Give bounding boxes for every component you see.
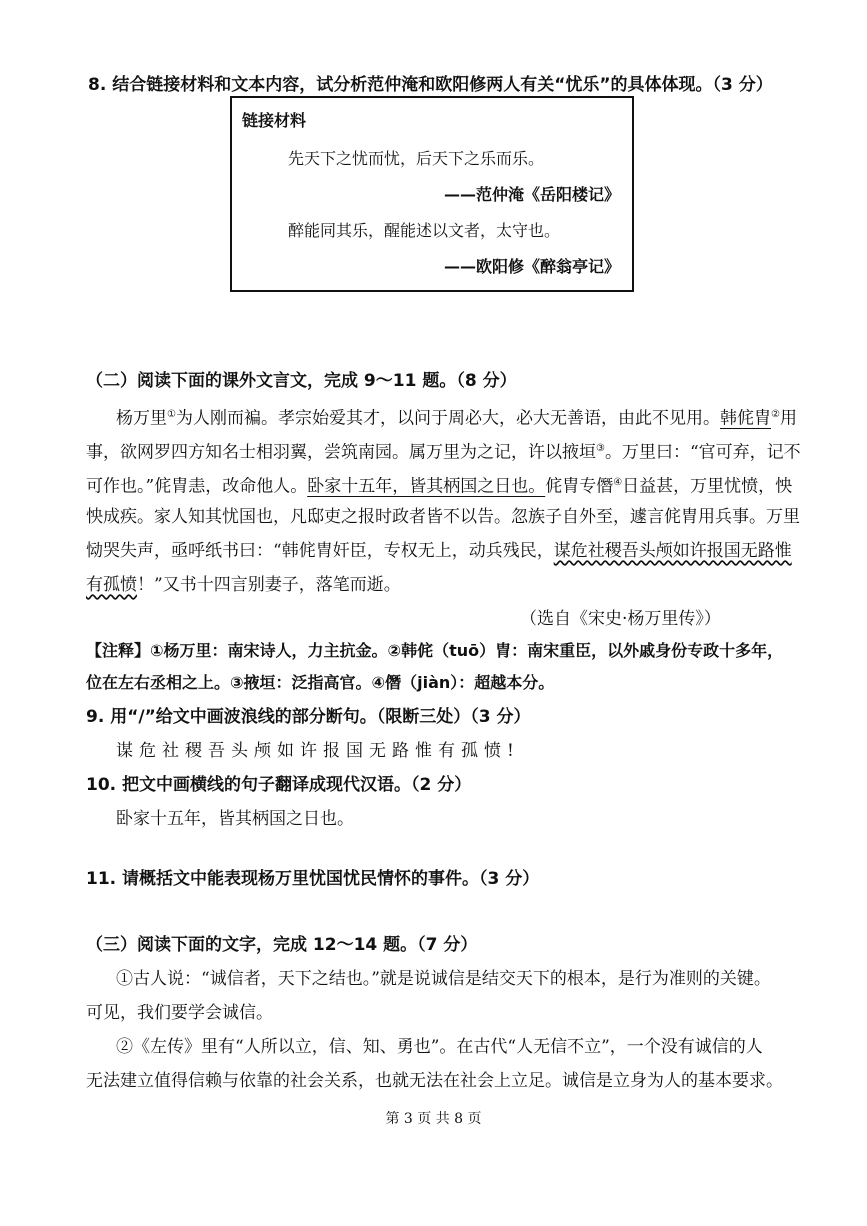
link-material-title: 链接材料 bbox=[242, 111, 307, 130]
passage-line-3 bbox=[86, 472, 792, 498]
notes-line-1: 【注释】①杨万里：南宋诗人，力主抗金。②韩侂（tuō）胄：南宋重臣，以外戚身份专政十多年， bbox=[86, 641, 784, 660]
question-8: 8. 结合链接材料和文本内容，试分析范仲淹和欧阳修两人有关“忧乐”的具体体现。（3 分） bbox=[88, 75, 773, 95]
wavy-underlined-text: 有孤愤 bbox=[86, 575, 137, 595]
question-10-sentence: 卧家十五年，皆其柄国之日也。 bbox=[116, 809, 354, 829]
passage-line-4: 怏成疾。家人知其忧国也，凡邸吏之报时政者皆不以告。忽族子自外至，遽言侂胄用兵事。万里 bbox=[86, 507, 800, 527]
footnote-marker: ④ bbox=[613, 477, 623, 488]
footnote-marker: ① bbox=[167, 409, 176, 420]
link-quote-1: 先天下之忧而忧，后天下之乐而乐。 bbox=[288, 149, 545, 168]
section-3-paragraph-1b: 可见，我们要学会诚信。 bbox=[86, 1003, 273, 1023]
link-source-2: ——欧阳修《醉翁亭记》 bbox=[444, 257, 621, 276]
link-source-1: ——范仲淹《岳阳楼记》 bbox=[444, 185, 621, 204]
question-10: 10. 把文中画横线的句子翻译成现代汉语。（2 分） bbox=[86, 775, 472, 795]
passage-line-1 bbox=[116, 404, 797, 430]
section-3-heading: （三）阅读下面的文字，完成 12～14 题。（7 分） bbox=[86, 935, 478, 955]
footnote-marker: ② bbox=[770, 409, 780, 420]
passage-text: 恸哭失声，亟呼纸书曰：“韩侂胄奸臣，专权无上，动兵残民， bbox=[86, 541, 554, 561]
question-11: 11. 请概括文中能表现杨万里忧国忧民情怀的事件。（3 分） bbox=[86, 869, 540, 889]
passage-text: 日益甚，万里忧愤，怏 bbox=[622, 476, 793, 497]
question-9: 9. 用“/”给文中画波浪线的部分断句。（限断三处）（3 分） bbox=[86, 707, 531, 727]
passage-text: 杨万里 bbox=[116, 408, 167, 429]
wavy-underlined-text: 谋危社稷吾头颅如许报国无路惟 bbox=[553, 541, 792, 561]
passage-line-2 bbox=[86, 438, 801, 464]
link-material-box bbox=[230, 96, 634, 292]
passage-text: 。万里曰：“官可弃，记不 bbox=[604, 442, 801, 463]
section-2-heading: （二）阅读下面的课外文言文，完成 9～11 题。（8 分） bbox=[86, 371, 517, 391]
passage-text: 可作也。”侂胄恚，改命他人。 bbox=[86, 476, 308, 497]
passage-text: 为人刚而褊。孝宗始爱其才，以问于周必大，必大无善语，由此不见用。 bbox=[175, 408, 720, 429]
passage-line-6 bbox=[86, 574, 401, 596]
passage-text: ！”又书十四言别妻子，落笔而逝。 bbox=[137, 575, 401, 595]
passage-source: （选自《宋史·杨万里传》） bbox=[520, 609, 721, 629]
passage-text: 韩侂胄 bbox=[719, 408, 771, 429]
link-quote-2: 醉能同其乐，醒能述以文者，太守也。 bbox=[288, 221, 561, 240]
section-3-paragraph-2a: ②《左传》里有“人所以立，信、知、勇也”。在古代“人无信不立”，一个没有诚信的人 bbox=[116, 1037, 763, 1057]
passage-text: 侂胄专僭 bbox=[545, 476, 614, 497]
page-footer: 第 3 页 共 8 页 bbox=[385, 1111, 482, 1127]
passage-line-5 bbox=[86, 540, 792, 562]
section-3-paragraph-1a: ①古人说：“诚信者，天下之结也。”就是说诚信是结交天下的根本，是行为准则的关键。 bbox=[116, 969, 771, 989]
notes-line-2: 位在左右丞相之上。③掖垣：泛指高官。④僭（jiàn）：超越本分。 bbox=[86, 673, 555, 692]
section-3-paragraph-2b: 无法建立值得信赖与依靠的社会关系，也就无法在社会上立足。诚信是立身为人的基本要求。 bbox=[86, 1071, 783, 1091]
passage-text: 事，欲网罗四方知名士相羽翼，尝筑南园。属万里为之记，许以掖垣 bbox=[86, 442, 596, 463]
footnote-marker: ③ bbox=[596, 443, 605, 454]
question-9-sentence: 谋危社稷吾头颅如许报国无路惟有孤愤! bbox=[116, 741, 520, 761]
passage-text: 用 bbox=[779, 408, 797, 429]
underlined-sentence: 卧家十五年，皆其柄国之日也。 bbox=[307, 476, 546, 497]
